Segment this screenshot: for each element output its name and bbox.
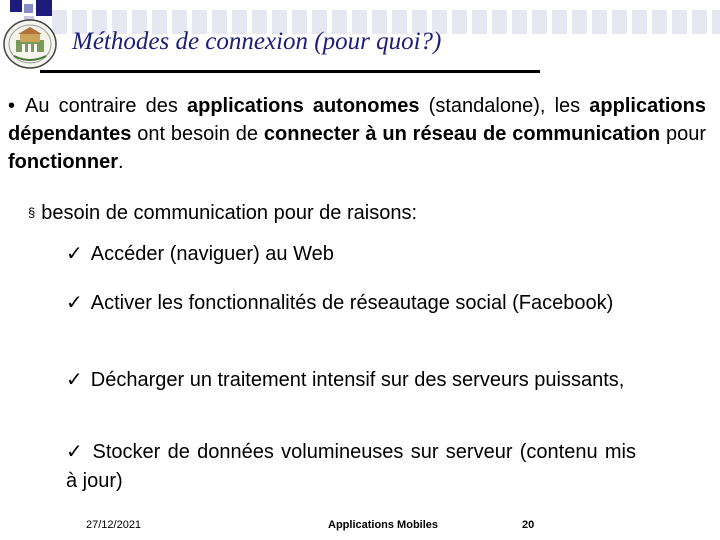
- university-logo-icon: [2, 18, 58, 70]
- check-list-item: [66, 438, 636, 496]
- intro-segment-bold: applications autonomes: [187, 95, 420, 117]
- slide-title: Méthodes de connexion (pour quoi?): [72, 28, 442, 55]
- check-icon: ✓: [66, 441, 85, 463]
- intro-segment-bold: connecter à un réseau de communication: [263, 123, 661, 145]
- intro-segment-bold: applications dépendantes: [8, 95, 706, 145]
- intro-segment: ont besoin de: [131, 123, 264, 145]
- footer-date: 27/12/2021: [86, 519, 142, 531]
- check-icon: ✓: [66, 292, 83, 314]
- intro-segment: Au contraire des: [25, 95, 187, 117]
- intro-segment-bold: fonctionner: [8, 151, 118, 173]
- decor-square: [36, 0, 52, 16]
- check-item-text: Décharger un traitement intensif sur des serveurs puissants,: [90, 369, 625, 391]
- title-underline: [40, 70, 540, 73]
- intro-segment: (standalone), les: [419, 95, 590, 117]
- decor-square: [10, 0, 22, 12]
- sub-point: [28, 202, 417, 225]
- footer-course-title: Applications Mobiles: [328, 519, 439, 531]
- section-marker-icon: §: [28, 205, 36, 220]
- decor-square: [24, 4, 33, 13]
- check-item-text: Activer les fonctionnalités de réseautage social (Facebook): [90, 292, 614, 314]
- check-icon: ✓: [66, 369, 83, 391]
- check-list-item: [66, 289, 636, 318]
- page-number: 20: [522, 519, 535, 531]
- check-list-item: [66, 366, 636, 395]
- check-item-text: Accéder (naviguer) au Web: [90, 243, 334, 265]
- check-list-item: [66, 240, 636, 269]
- bullet-dot: •: [8, 95, 16, 117]
- intro-paragraph: [8, 92, 706, 176]
- check-item-text: Stocker de données volumineuses sur serveur (contenu mis à jour): [66, 441, 636, 492]
- intro-segment: pour: [660, 123, 706, 145]
- sub-point-text: besoin de communication pour de raisons:: [41, 202, 418, 224]
- check-icon: ✓: [66, 243, 83, 265]
- intro-segment: .: [118, 151, 124, 173]
